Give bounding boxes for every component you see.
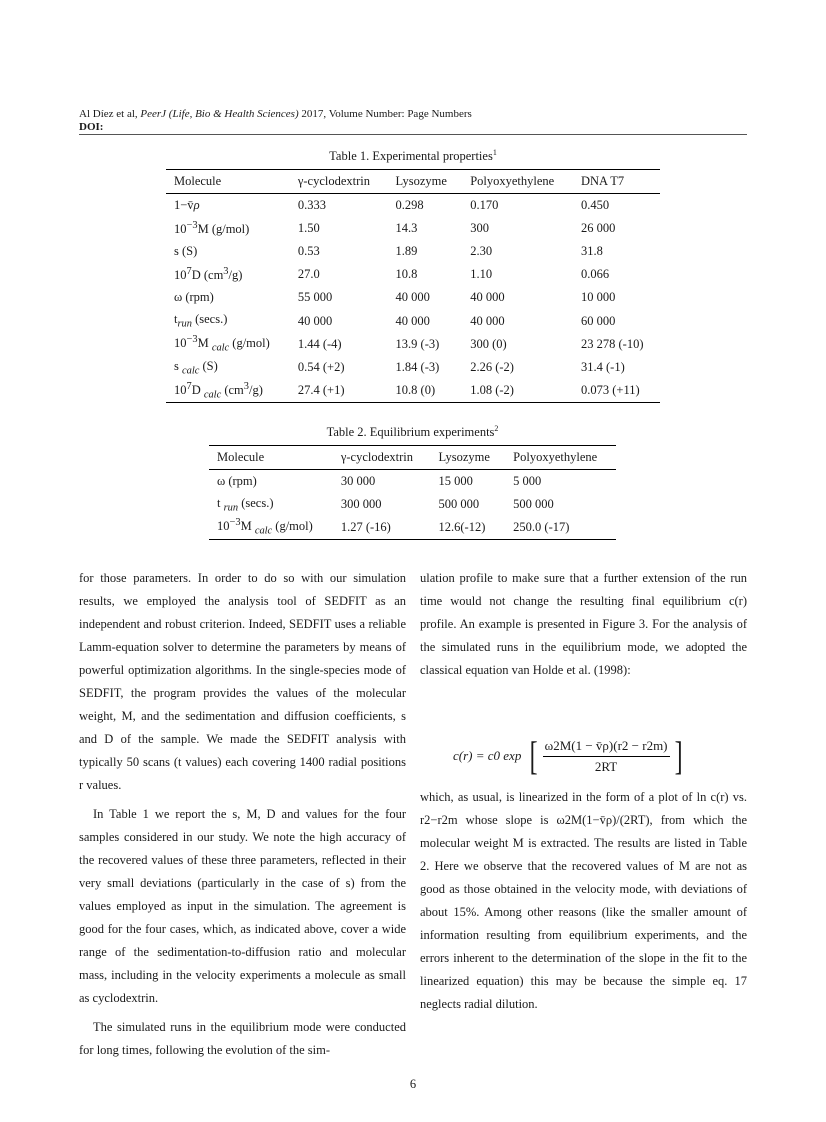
table-row: [166, 263, 660, 286]
table-cell: 500 000: [438, 496, 480, 511]
table-cell: 1.10: [470, 267, 493, 282]
row-label: $10^{-3}M$ $_{calc}$ (g/mol): [217, 517, 313, 538]
column-header: γ-cyclodextrin: [297, 174, 371, 188]
page-number: 6: [409, 1077, 417, 1091]
table-cell: 1.44 (-4): [297, 336, 342, 351]
table-cell: 300 (0): [470, 336, 507, 351]
table-cell: 31.8: [581, 243, 603, 258]
table-cell: 0.073 (+11): [581, 382, 640, 397]
row-label: $10^7D$ $_{calc}$ $(cm^3/g)$: [174, 380, 263, 401]
row-label: 1−v̄ρ: [174, 197, 200, 212]
column-header: Molecule: [217, 450, 265, 464]
table-cell: 0.170: [470, 197, 499, 212]
row-label: $10^{-3}M$ (g/mol): [174, 219, 250, 236]
table-row: [209, 516, 616, 539]
table-experimental-properties: [166, 169, 660, 403]
equilibrium-equation: [453, 733, 685, 778]
table-cell: 40 000: [395, 313, 430, 328]
table-cell: 40 000: [470, 290, 505, 305]
column-header: Lysozyme: [395, 174, 447, 188]
body-paragraph: The simulated runs in the equilibrium mode were conducted for long times, following the evolution of the sim-: [79, 1020, 406, 1057]
table-cell: 40 000: [297, 313, 333, 328]
table-row: [166, 333, 660, 356]
table-cell: 250.0 (-17): [513, 519, 570, 534]
table-row: [209, 493, 616, 516]
table-cell: 0.333: [297, 197, 326, 212]
row-label: t $_{run}$ (secs.): [217, 495, 274, 514]
table-cell: 40 000: [470, 313, 505, 328]
citation-line: Al Díez et al, PeerJ (Life, Bio & Health Sciences) 2017, Volume Number: Page Numbers: [79, 108, 472, 120]
body-paragraph: which, as usual, is linearized in the form of a plot of ln c(r) vs. r2−r2m whose slope is ω2M(1−v̄ρ)/(2RT), from which the molecular weight M is extracted. The results are listed in Table 2. Here we observe that the recovered values of M are not as good as those obtained in the velocity mode, with deviations of about 15%. Among other reasons (like the smaller amount of information resulting from equilibrium experiments, and the errors inherent to the determination of the slope in the fit to the linearized equation) this may be because the simple eq. 17 neglects radial dilution.: [420, 790, 747, 1011]
table-header-row: [209, 446, 616, 470]
row-label: $10^7D$ $(cm^3/g)$: [174, 266, 243, 283]
table-cell: 60 000: [581, 313, 616, 328]
column-header: Polyoxyethylene: [470, 174, 555, 188]
table-cell: 31.4 (-1): [581, 359, 625, 374]
header-divider: [79, 134, 747, 135]
table-cell: 12.6(-12): [438, 519, 486, 534]
table-cell: 2.30: [470, 243, 493, 258]
table-cell: 26 000: [581, 220, 616, 235]
table-cell: 1.50: [297, 220, 320, 235]
row-label: ω (rpm): [174, 290, 214, 305]
body-paragraph: In Table 1 we report the s, M, D and values for the four samples considered in our study. We note the high accuracy of the recovered values of these three parameters, reflected in their very small deviations (particularly in the case of s) from the values employed as input in the simulation. The agreement is good for the four cases, which, as indicated above, cover a wide range of the sedimentation-to-diffusion ratio and molecular mass, including in the velocity experiments a molecule as small as cyclodextrin.: [79, 807, 406, 1005]
table-cell: 14.3: [395, 220, 418, 235]
body-paragraph: for those parameters. In order to do so with our simulation results, we employed the analysis tool of SEDFIT as an independent and robust criterion. Indeed, SEDFIT uses a reliable Lamm-equation solver to determine the parameters by means of powerful optimization algorithms. In the single-species mode of SEDFIT, the program provides the values of the molecular weight, M, and the sedimentation and diffusion coefficients, s and D of the sample. We made the SEDFIT analysis with typically 50 scans (t values) each covering 1400 radial positions r values.: [79, 571, 406, 792]
row-label: $10^{-3}M$ $_{calc}$ (g/mol): [174, 334, 270, 355]
table2-caption: Table 2. Equilibrium experiments$^2$: [326, 424, 499, 440]
table-cell: 10.8: [395, 267, 418, 282]
table-header-row: [166, 170, 660, 194]
equation-lhs: c(r) = c0 exp: [453, 748, 522, 763]
table-cell: 2.26 (-2): [470, 359, 514, 374]
equation-numerator: ω2M(1 − v̄ρ)(r2 − r2m): [543, 738, 670, 757]
row-label: s $_{calc}$ (S): [174, 358, 218, 377]
table-cell: 10 000: [581, 290, 616, 305]
body-paragraph: ulation profile to make sure that a further extension of the run time would not change the resulting final equilibrium c(r) profile. An example is presented in Figure 3. For the analysis of the simulated runs in the equilibrium mode, we adopted the classical equation van Holde et al. (1998):: [420, 571, 747, 677]
table-cell: 0.54 (+2): [297, 359, 345, 374]
table-cell: 300: [470, 220, 489, 235]
table-cell: 0.53: [297, 243, 320, 258]
doi-label: DOI:: [79, 121, 104, 133]
table-row: [166, 240, 660, 263]
table-row: [166, 217, 660, 240]
table-cell: 1.27 (-16): [340, 519, 391, 534]
table-cell: 0.450: [581, 197, 610, 212]
table-cell: 0.066: [581, 267, 610, 282]
table-cell: 1.08 (-2): [470, 382, 514, 397]
table-cell: 0.298: [395, 197, 424, 212]
table-row: [166, 194, 660, 217]
column-header: DNA T7: [581, 174, 625, 188]
table-equilibrium-experiments: [209, 445, 616, 540]
column-header: Polyoxyethylene: [513, 450, 598, 464]
table-cell: 40 000: [395, 290, 430, 305]
table-cell: 10.8 (0): [395, 382, 436, 397]
left-bracket: [: [529, 733, 538, 778]
table-cell: 300 000: [340, 496, 382, 511]
table-cell: 15 000: [438, 473, 473, 488]
table-row: [166, 309, 660, 332]
column-header: γ-cyclodextrin: [340, 450, 414, 464]
body-column-right: [420, 567, 747, 1016]
table-row: [166, 379, 660, 402]
running-header: [79, 108, 747, 134]
column-header: Molecule: [174, 174, 222, 188]
table-cell: 27.4 (+1): [297, 382, 345, 397]
column-header: Lysozyme: [438, 450, 490, 464]
body-column-left: [79, 567, 406, 1062]
table-cell: 1.84 (-3): [395, 359, 440, 374]
right-bracket: ]: [674, 733, 683, 778]
row-label: s (S): [174, 243, 198, 258]
row-label: $t_{run}$ (secs.): [174, 312, 228, 330]
table-cell: 13.9 (-3): [395, 336, 440, 351]
table1-caption: Table 1. Experimental properties$^1$: [329, 148, 497, 164]
table-row: [209, 470, 616, 493]
table-cell: 1.89: [395, 243, 418, 258]
equation-denominator: 2RT: [594, 758, 618, 774]
table-row: [166, 286, 660, 309]
equation-fraction: [543, 738, 670, 775]
table-cell: 5 000: [513, 473, 542, 488]
table-cell: 30 000: [340, 473, 376, 488]
table-cell: 500 000: [513, 496, 554, 511]
table-cell: 23 278 (-10): [581, 336, 644, 351]
table-cell: 27.0: [297, 267, 320, 282]
table-row: [166, 356, 660, 379]
table-cell: 55 000: [297, 290, 333, 305]
row-label: ω (rpm): [217, 473, 257, 488]
